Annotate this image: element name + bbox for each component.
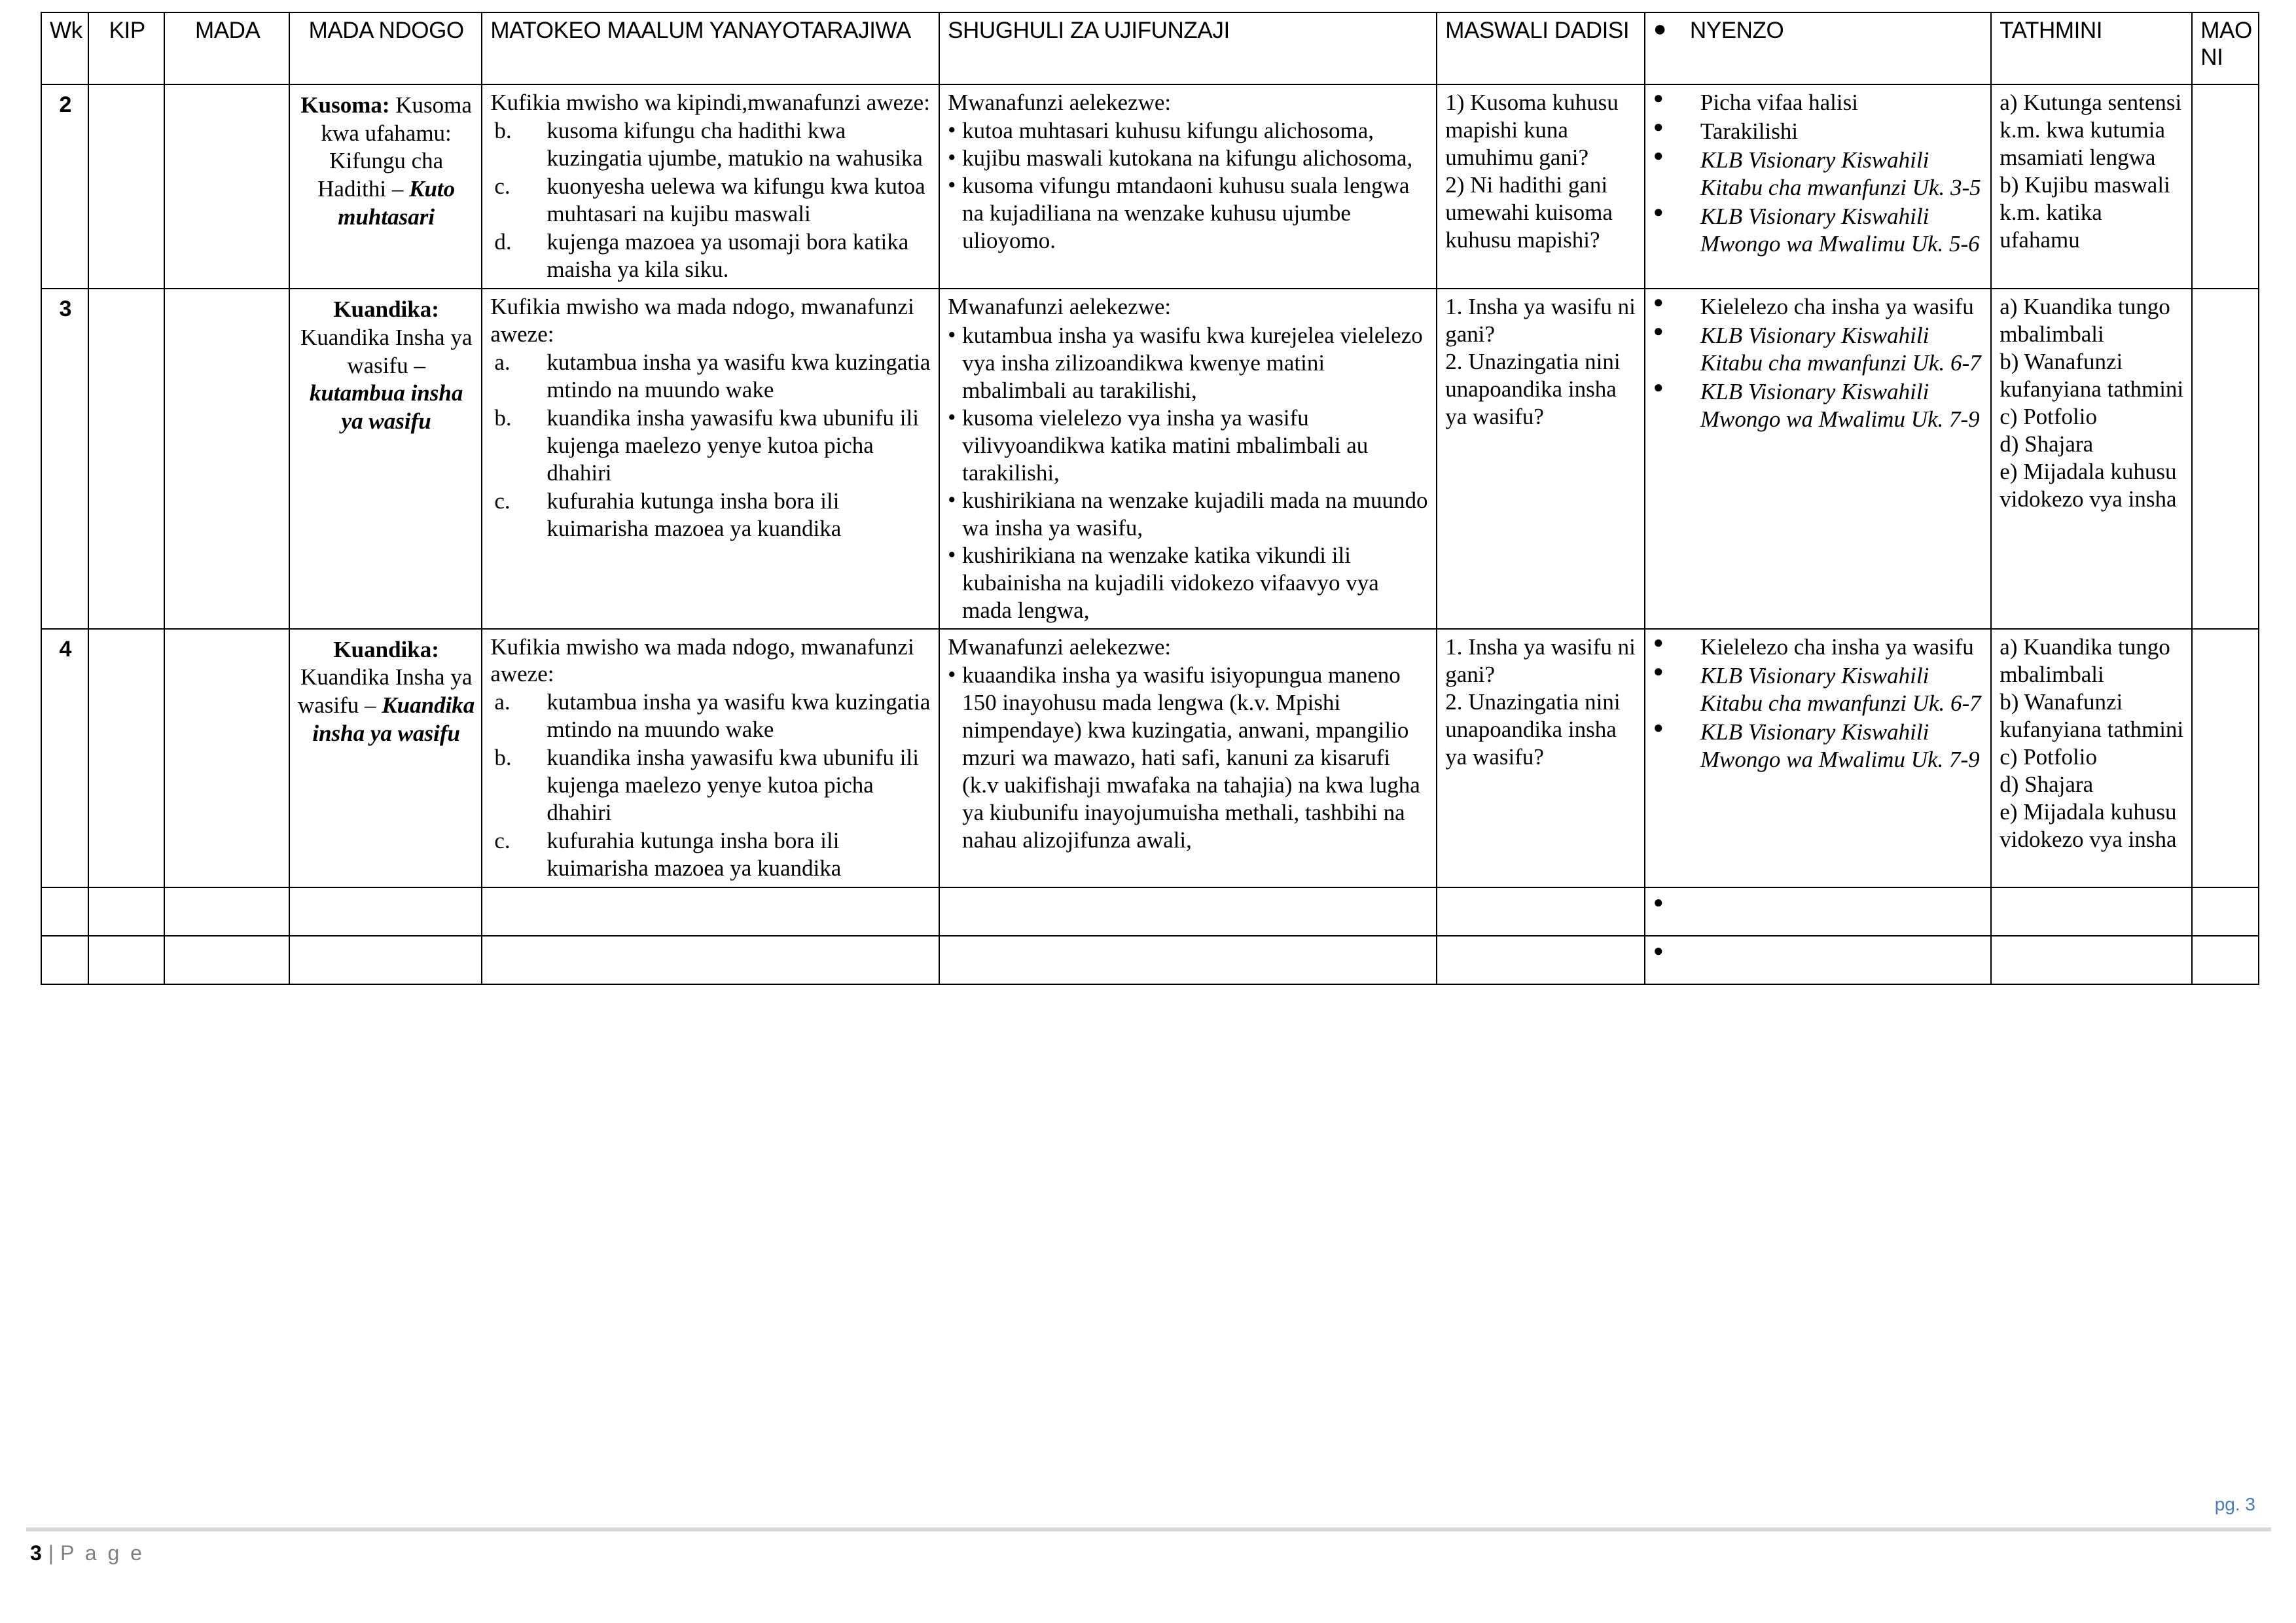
assessment-item: e) Mijadala kuhusu vidokezo vya insha bbox=[2000, 459, 2177, 512]
table-row bbox=[41, 289, 2259, 628]
assessment-item: a) Kutunga sentensi k.m. kwa kutumia msamiati lengwa bbox=[2000, 90, 2182, 170]
footer-separator: | bbox=[48, 1541, 54, 1565]
cell-blank bbox=[939, 887, 1437, 936]
cell-shughuli bbox=[939, 629, 1437, 888]
activity-item: • kusoma vifungu mtandaoni kuhusu suala lengwa na kujadiliana na wenzake kuhusu ujumbe ulioyomo. bbox=[948, 172, 1429, 255]
resource-item: ● Kielelezo cha insha ya wasifu bbox=[1653, 633, 1984, 661]
cell-shughuli bbox=[939, 84, 1437, 289]
table-row-blank bbox=[41, 887, 2259, 936]
outcome-item: b. kuandika insha yawasifu kwa ubunifu ili kujenga maelezo yenye kutoa picha dhahiri bbox=[494, 404, 919, 486]
assessment-item: a) Kuandika tungo mbalimbali bbox=[2000, 294, 2170, 348]
activity-item: • kutoa muhtasari kuhusu kifungu alichosoma, bbox=[948, 117, 1429, 145]
assessment-item: d) Shajara bbox=[2000, 771, 2094, 797]
cell-blank bbox=[41, 936, 88, 984]
column-header-shughuli: SHUGHULI ZA UJIFUNZAJI bbox=[939, 12, 1437, 84]
cell-mada bbox=[164, 629, 289, 888]
assessment-item: c) Potfolio bbox=[2000, 404, 2097, 430]
resource-item: ● KLB Visionary Kiswahili Kitabu cha mwanfunzi Uk. 3-5 bbox=[1653, 147, 1984, 202]
cell-tathmini bbox=[1991, 289, 2192, 628]
footer-divider bbox=[26, 1527, 2271, 1531]
resource-item: ● KLB Visionary Kiswahili Mwongo wa Mwalimu Uk. 7-9 bbox=[1653, 378, 1984, 433]
outcome-marker: a. bbox=[494, 349, 511, 375]
cell-week: 2 bbox=[41, 84, 88, 289]
outcome-lead: Kufikia mwisho wa mada ndogo, mwanafunzi aweze: bbox=[490, 633, 914, 687]
resource-item: ● KLB Visionary Kiswahili Kitabu cha mwanfunzi Uk. 6-7 bbox=[1653, 322, 1984, 377]
resource-item: ● Picha vifaa halisi bbox=[1653, 89, 1984, 116]
cell-nyenzo-blank bbox=[1645, 887, 1991, 936]
assessment-item: c) Potfolio bbox=[2000, 743, 2097, 770]
outcome-item: a. kutambua insha ya wasifu kwa kuzingatia mtindo na muundo wake bbox=[494, 689, 931, 743]
assessment-list bbox=[2000, 633, 2185, 853]
activity-item: • kusoma vielelezo vya insha ya wasifu vilivyoandikwa katika matini mbalimbali au tarakilishi, bbox=[948, 404, 1429, 487]
cell-matokeo bbox=[482, 84, 939, 289]
cell-week: 3 bbox=[41, 289, 88, 628]
question-item: 1. Insha ya wasifu ni gani? bbox=[1445, 633, 1636, 687]
activity-item: • kujibu maswali kutokana na kifungu alichosoma, bbox=[948, 145, 1429, 172]
resource-list bbox=[1653, 293, 1984, 433]
cell-blank bbox=[164, 887, 289, 936]
cell-shughuli bbox=[939, 289, 1437, 628]
activity-lead: Mwanafunzi aelekezwe: bbox=[948, 633, 1172, 660]
activity-list bbox=[948, 322, 1429, 624]
table-row bbox=[41, 629, 2259, 888]
column-header-nyenzo-label: NYENZO bbox=[1689, 18, 1784, 43]
outcome-marker: a. bbox=[494, 689, 511, 715]
cell-maswali-dadisi bbox=[1437, 289, 1645, 628]
outcome-item: c. kufurahia kutunga insha bora ili kuimarisha mazoea ya kuandika bbox=[494, 828, 842, 882]
cell-nyenzo bbox=[1645, 629, 1991, 888]
cell-maoni bbox=[2192, 289, 2259, 628]
cell-week: 4 bbox=[41, 629, 88, 888]
question-item: 2) Ni hadithi gani umewahi kuisoma kuhusu mapishi? bbox=[1445, 172, 1613, 253]
assessment-item: a) Kuandika tungo mbalimbali bbox=[2000, 633, 2170, 687]
assessment-item: e) Mijadala kuhusu vidokezo vya insha bbox=[2000, 798, 2177, 852]
column-header-kip: KIP bbox=[88, 12, 164, 84]
outcome-item: c. kuonyesha uelewa wa kifungu kwa kutoa muhtasari na kujibu maswali bbox=[494, 173, 925, 227]
page-note: pg. 3 bbox=[2214, 1494, 2255, 1514]
cell-blank bbox=[1991, 887, 2192, 936]
cell-nyenzo-blank bbox=[1645, 936, 1991, 984]
outcome-list bbox=[490, 117, 932, 283]
cell-mada bbox=[164, 84, 289, 289]
strand-label: Kuandika: bbox=[333, 296, 439, 323]
topic-label: Kuandika Insha ya wasifu – bbox=[300, 324, 473, 378]
resource-list bbox=[1653, 89, 1984, 258]
strand-label: Kuandika: bbox=[333, 636, 439, 662]
outcome-marker: c. bbox=[494, 828, 511, 854]
topic-label: Kuandika Insha ya wasifu – bbox=[298, 664, 473, 718]
outcome-item: a. kutambua insha ya wasifu kwa kuzingatia mtindo na muundo wake bbox=[494, 349, 931, 402]
question-list bbox=[1445, 633, 1638, 771]
activity-lead: Mwanafunzi aelekezwe: bbox=[948, 90, 1172, 115]
cell-kip bbox=[88, 84, 164, 289]
cell-mada bbox=[164, 289, 289, 628]
column-header-maoni: MAO NI bbox=[2192, 12, 2259, 84]
cell-blank bbox=[939, 936, 1437, 984]
cell-tathmini bbox=[1991, 84, 2192, 289]
cell-maswali-dadisi bbox=[1437, 84, 1645, 289]
bullet-icon: ● bbox=[1653, 16, 1667, 41]
scheme-of-work-table bbox=[41, 12, 2259, 985]
cell-tathmini bbox=[1991, 629, 2192, 888]
question-item: 1) Kusoma kuhusu mapishi kuna umuhimu gani? bbox=[1445, 90, 1619, 170]
cell-blank bbox=[289, 936, 482, 984]
column-header-maswali-dadisi: MASWALI DADISI bbox=[1437, 12, 1645, 84]
cell-kip bbox=[88, 629, 164, 888]
table-row bbox=[41, 84, 2259, 289]
resource-list bbox=[1653, 633, 1984, 774]
cell-mada-ndogo bbox=[289, 629, 482, 888]
resource-item: ● KLB Visionary Kiswahili Kitabu cha mwanfunzi Uk. 6-7 bbox=[1653, 662, 1984, 717]
cell-nyenzo bbox=[1645, 84, 1991, 289]
resource-item: ● Tarakilishi bbox=[1653, 118, 1984, 145]
cell-blank bbox=[2192, 887, 2259, 936]
cell-mada-ndogo bbox=[289, 84, 482, 289]
outcome-marker: b. bbox=[494, 118, 512, 144]
assessment-item: b) Wanafunzi kufanyiana tathmini bbox=[2000, 688, 2184, 742]
footer-page-indicator bbox=[30, 1541, 145, 1565]
outcome-item: b. kuandika insha yawasifu kwa ubunifu ili kujenga maelezo yenye kutoa picha dhahiri bbox=[494, 745, 919, 826]
topic-label: Kusoma kwa ufahamu: Kifungu cha Hadithi – bbox=[317, 92, 472, 202]
outcome-marker: c. bbox=[494, 488, 511, 514]
outcome-item: c. kufurahia kutunga insha bora ili kuimarisha mazoea ya kuandika bbox=[494, 488, 842, 541]
activity-list bbox=[948, 117, 1429, 255]
assessment-list bbox=[2000, 293, 2185, 513]
subtopic-label: kutambua insha ya wasifu bbox=[309, 380, 463, 435]
resource-item: ● KLB Visionary Kiswahili Mwongo wa Mwalimu Uk. 5-6 bbox=[1653, 203, 1984, 258]
cell-mada-ndogo bbox=[289, 289, 482, 628]
cell-maswali-dadisi bbox=[1437, 629, 1645, 888]
subtopic-label: Kuto muhtasari bbox=[338, 176, 456, 230]
column-header-wk: Wk bbox=[41, 12, 88, 84]
table-header-row bbox=[41, 12, 2259, 84]
outcome-item: b. kusoma kifungu cha hadithi kwa kuzingatia ujumbe, matukio na wahusika bbox=[494, 118, 923, 171]
cell-blank bbox=[482, 887, 939, 936]
column-header-mada: MADA bbox=[164, 12, 289, 84]
activity-item: • kuaandika insha ya wasifu isiyopungua maneno 150 inayohusu mada lengwa (k.v. Mpishi nimpendaye) kwa kuzingatia, anwani, mpangilio mzuri wa mawazo, hati safi, kanuni za kisarufi (k.v uakifishaji mwafaka na tahajia) na kwa lugha ya kiubunifu inayojumuisha methali, tashbihi na nahau alizojifunza awali, bbox=[948, 662, 1429, 854]
cell-blank bbox=[41, 887, 88, 936]
footer-page-word: P a g e bbox=[60, 1541, 145, 1565]
cell-blank bbox=[2192, 936, 2259, 984]
strand-label: Kusoma: bbox=[300, 92, 390, 118]
activity-item: • kushirikiana na wenzake katika vikundi ili kubainisha na kujadili vidokezo vifaavyo vya mada lengwa, bbox=[948, 542, 1429, 624]
activity-item: • kutambua insha ya wasifu kwa kurejelea vielelezo vya insha zilizoandikwa kwenye matini mbalimbali au tarakilishi, bbox=[948, 322, 1429, 404]
assessment-item: b) Wanafunzi kufanyiana tathmini bbox=[2000, 349, 2184, 402]
cell-blank bbox=[1991, 936, 2192, 984]
question-list bbox=[1445, 89, 1638, 254]
outcome-list bbox=[490, 688, 932, 882]
outcome-marker: d. bbox=[494, 229, 512, 255]
activity-item: • kushirikiana na wenzake kujadili mada na muundo wa insha ya wasifu, bbox=[948, 487, 1429, 542]
cell-nyenzo bbox=[1645, 289, 1991, 628]
outcome-marker: b. bbox=[494, 745, 512, 771]
cell-blank bbox=[1437, 936, 1645, 984]
outcome-lead: Kufikia mwisho wa mada ndogo, mwanafunzi aweze: bbox=[490, 294, 914, 347]
cell-matokeo bbox=[482, 629, 939, 888]
cell-blank bbox=[482, 936, 939, 984]
footer-page-number: 3 bbox=[30, 1541, 42, 1565]
column-header-matokeo: MATOKEO MAALUM YANAYOTARAJIWA bbox=[482, 12, 939, 84]
outcome-marker: b. bbox=[494, 404, 512, 431]
question-item: 1. Insha ya wasifu ni gani? bbox=[1445, 294, 1636, 348]
activity-lead: Mwanafunzi aelekezwe: bbox=[948, 294, 1172, 320]
question-item: 2. Unazingatia nini unapoandika insha ya wasifu? bbox=[1445, 688, 1621, 770]
resource-item: ● KLB Visionary Kiswahili Mwongo wa Mwalimu Uk. 7-9 bbox=[1653, 719, 1984, 774]
cell-blank bbox=[88, 887, 164, 936]
assessment-list bbox=[2000, 89, 2185, 254]
cell-blank bbox=[88, 936, 164, 984]
outcome-marker: c. bbox=[494, 173, 511, 200]
table-row-blank bbox=[41, 936, 2259, 984]
column-header-mada-ndogo: MADA NDOGO bbox=[289, 12, 482, 84]
activity-list bbox=[948, 662, 1429, 854]
outcome-list bbox=[490, 349, 932, 543]
subtopic-label: Kuandika insha ya wasifu bbox=[312, 692, 475, 746]
resource-item: ● Kielelezo cha insha ya wasifu bbox=[1653, 293, 1984, 321]
cell-maoni bbox=[2192, 84, 2259, 289]
cell-blank bbox=[164, 936, 289, 984]
column-header-nyenzo bbox=[1645, 12, 1991, 84]
question-item: 2. Unazingatia nini unapoandika insha ya wasifu? bbox=[1445, 349, 1621, 430]
cell-blank bbox=[1437, 887, 1645, 936]
table-body bbox=[41, 84, 2259, 984]
outcome-lead: Kufikia mwisho wa kipindi,mwanafunzi aweze: bbox=[490, 90, 930, 115]
cell-kip bbox=[88, 289, 164, 628]
question-list bbox=[1445, 293, 1638, 431]
cell-blank bbox=[289, 887, 482, 936]
cell-matokeo bbox=[482, 289, 939, 628]
assessment-item: d) Shajara bbox=[2000, 431, 2094, 457]
outcome-item: d. kujenga mazoea ya usomaji bora katika maisha ya kila siku. bbox=[494, 229, 909, 283]
column-header-tathmini: TATHMINI bbox=[1991, 12, 2192, 84]
assessment-item: b) Kujibu maswali k.m. katika ufahamu bbox=[2000, 172, 2170, 253]
cell-maoni bbox=[2192, 629, 2259, 888]
